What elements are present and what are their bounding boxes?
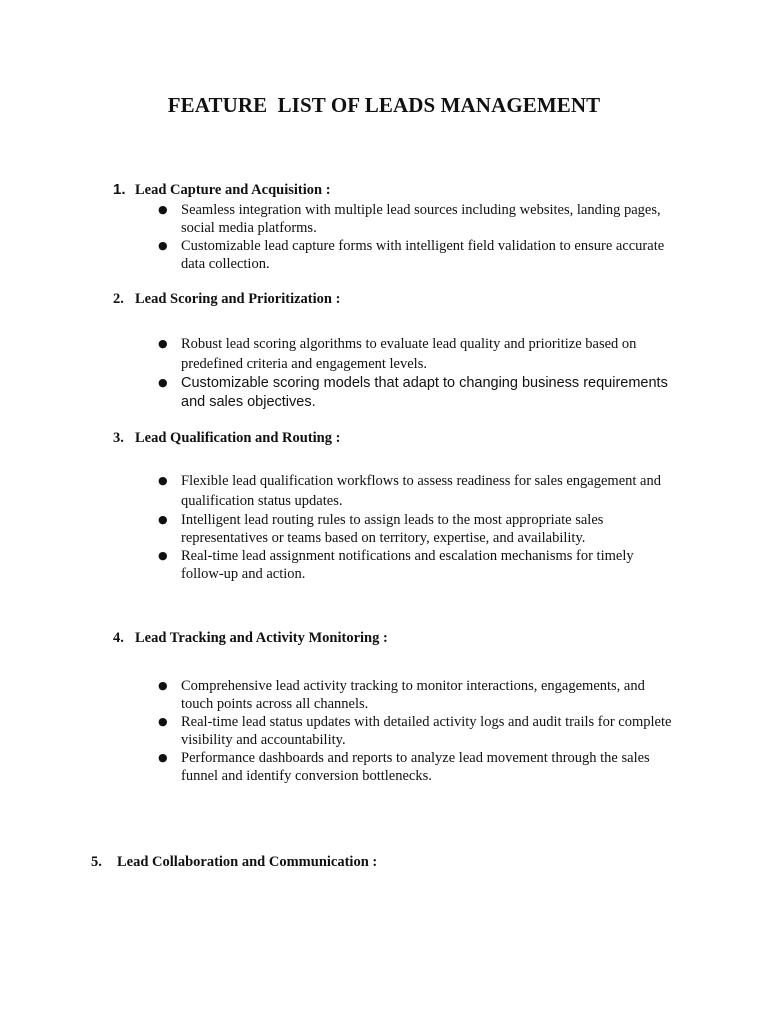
list-item <box>158 201 678 237</box>
list-item-text: Intelligent lead routing rules to assign leads to the most appropriate sales representatives or teams based on territory, expertise, and availability. <box>181 512 604 546</box>
section-heading-text: Lead Qualification and Routing : <box>135 430 341 446</box>
list-item-text: Real-time lead status updates with detailed activity logs and audit trails for complete visibility and accountability. <box>181 714 672 748</box>
list-item <box>158 713 678 749</box>
bullet-icon: ● <box>158 715 168 728</box>
section-heading-text: Lead Capture and Acquisition : <box>135 182 331 198</box>
list-item-text: Real-time lead assignment notifications and escalation mechanisms for timely follow-up and action. <box>181 548 634 582</box>
list-item-text: Seamless integration with multiple lead sources including websites, landing pages, social media platforms. <box>181 202 661 236</box>
bullet-icon: ● <box>158 376 168 389</box>
list-item-text: Comprehensive lead activity tracking to monitor interactions, engagements, and touch points across all channels. <box>181 678 645 712</box>
list-item-text: Robust lead scoring algorithms to evaluate lead quality and prioritize based on predefined criteria and engagement levels. <box>181 336 637 372</box>
section-heading-text: Lead Scoring and Prioritization : <box>135 291 341 307</box>
title-word-feature: FEATURE <box>167 93 268 117</box>
bullet-list <box>158 677 678 785</box>
list-item-text: Flexible lead qualification workflows to assess readiness for sales engagement and qualification status updates. <box>181 473 661 509</box>
section-heading-text: Lead Collaboration and Communication : <box>117 854 378 870</box>
list-item-text: Performance dashboards and reports to analyze lead movement through the sales funnel and identify conversion bottlenecks. <box>181 750 650 784</box>
list-item <box>158 237 678 273</box>
bullet-icon: ● <box>158 203 168 216</box>
section-heading <box>113 291 340 308</box>
list-item-text: Customizable lead capture forms with intelligent field validation to ensure accurate data collection. <box>181 238 665 272</box>
list-item <box>158 547 678 583</box>
title-rest: LIST OF LEADS MANAGEMENT <box>277 93 601 117</box>
section-number: 3. <box>113 430 124 446</box>
section-number: 4. <box>113 630 124 646</box>
list-item <box>158 749 678 785</box>
bullet-icon: ● <box>158 513 168 526</box>
bullet-list <box>158 334 678 412</box>
document-title <box>0 93 768 118</box>
bullet-icon: ● <box>158 474 168 487</box>
list-item <box>158 471 678 511</box>
section-number: 2. <box>113 291 124 307</box>
bullet-icon: ● <box>158 751 168 764</box>
bullet-icon: ● <box>158 337 168 350</box>
bullet-list <box>158 471 678 583</box>
section-number: 5. <box>91 854 102 870</box>
bullet-list <box>158 201 678 273</box>
section-heading <box>113 181 331 199</box>
bullet-icon: ● <box>158 679 168 692</box>
list-item <box>158 374 678 412</box>
list-item <box>158 511 678 547</box>
section-heading <box>113 430 340 447</box>
section-heading <box>91 854 377 871</box>
bullet-icon: ● <box>158 239 168 252</box>
list-item <box>158 334 678 374</box>
bullet-icon: ● <box>158 549 168 562</box>
section-number: 1. <box>113 181 126 198</box>
section-heading <box>113 630 388 647</box>
list-item-text: Customizable scoring models that adapt to changing business requirements and sales objectives. <box>181 375 668 410</box>
list-item <box>158 677 678 713</box>
section-heading-text: Lead Tracking and Activity Monitoring : <box>135 630 388 646</box>
